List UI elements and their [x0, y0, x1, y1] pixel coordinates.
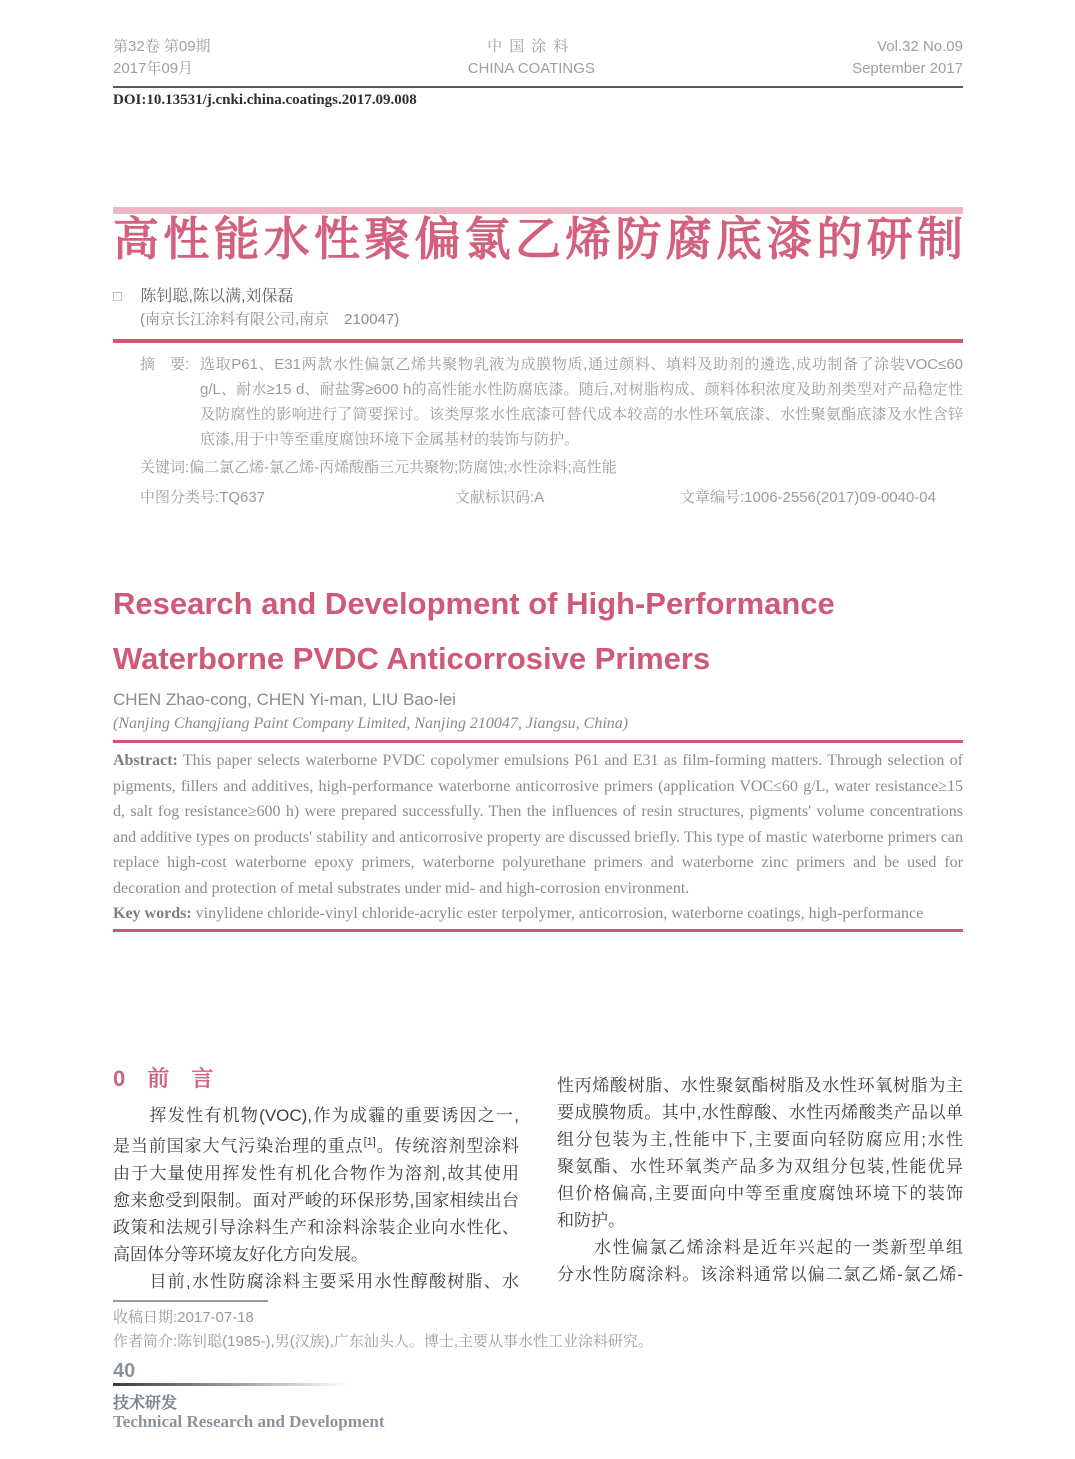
abstract-text-cn: 选取P61、E31两款水性偏氯乙烯共聚物乳液为成膜物质,通过颜料、填料及助剂的遴选,成功制备了涂装VOC≤60 g/L、耐水≥15 d、耐盐雾≥600 h的高性能水性防腐底漆。随后,对树脂构成、颜料体积浓度及助剂类型对产品稳定性及防腐性的影响进行了简要探讨。该类厚浆水性底漆可替代成本较高的水性环氧底漆、水性聚氨酯底漆及水性含锌底漆,用于中等至重度腐蚀环境下金属基材的装饰与防护。 — [200, 356, 963, 448]
intro-right-column — [557, 1072, 963, 1295]
document-code: 文献标识码:A — [455, 489, 545, 506]
intro-line: 性丙烯酸树脂、水性聚氨酯树脂及水性环氧树脂为主 — [557, 1076, 963, 1095]
footer-section-en: Technical Research and Development — [113, 1412, 385, 1431]
intro-line: 聚氨酯、水性环氧类产品多为双组分包装,性能优异 — [557, 1157, 963, 1176]
keywords-text-en: vinylidene chloride-vinyl chloride-acrylic ester terpolymer, anticorrosion, waterborne coatings, high-performance — [195, 905, 924, 922]
article-title-en-line2: Waterborne PVDC Anticorrosive Primers — [113, 641, 711, 676]
section-heading-intro: 0 前 言 — [113, 1066, 214, 1091]
citation-ref: [1] — [363, 1136, 376, 1148]
affiliation-cn: (南京长江涂料有限公司,南京 210047) — [140, 311, 400, 328]
intro-line: 由于大量使用挥发性有机化合物作为溶剂,故其使用 — [113, 1163, 519, 1183]
header-left — [113, 36, 211, 82]
intro-line: 要成膜物质。其中,水性醇酸、水性丙烯酸类产品以单 — [557, 1103, 963, 1122]
article-title-en — [113, 576, 963, 686]
doi-line: DOI:10.13531/j.cnki.china.coatings.2017.09.008 — [113, 92, 417, 108]
intro-line: 目前,水性防腐涂料主要采用水性醇酸树脂、水 — [113, 1271, 519, 1291]
intro-line: 组分包装为主,性能中下,主要面向轻防腐应用;水性 — [557, 1130, 963, 1149]
intro-left-column — [113, 1072, 519, 1295]
intro-line: 挥发性有机物(VOC),作为成霾的重要诱因之一, — [113, 1106, 519, 1125]
abstract-cn — [113, 352, 963, 452]
received-date: 收稿日期:2017-07-18 — [113, 1309, 254, 1326]
intro-line: 高固体分等环境友好化方向发展。 — [113, 1244, 368, 1264]
header-right — [852, 36, 963, 82]
volume-issue-cn: 第32卷 第09期 — [113, 38, 211, 55]
keywords-en — [113, 901, 963, 927]
intro-line-text: 。传统溶剂型涂料 — [375, 1136, 519, 1156]
divider-rule-abstract-top — [113, 740, 963, 743]
intro-line: 政策和法规引导涂料生产和涂料涂装企业向水性化、 — [113, 1217, 519, 1237]
author-square-icon: □ — [113, 288, 123, 305]
journal-header — [113, 36, 963, 88]
affiliation-en: (Nanjing Changjiang Paint Company Limited, Nanjing 210047, Jiangsu, China) — [113, 715, 629, 732]
intro-line: 但价格偏高,主要面向中等至重度腐蚀环境下的装饰 — [557, 1184, 963, 1203]
author-names-cn: 陈钊聪,陈以满,刘保磊 — [140, 288, 294, 305]
intro-line-text: 是当前国家大气污染治理的重点 — [113, 1136, 364, 1156]
intro-line: 分水性防腐涂料。该涂料通常以偏二氯乙烯-氯乙烯- — [557, 1265, 963, 1284]
journal-name-cn: 中国涂料 — [487, 38, 576, 55]
footer-section-cn: 技术研发 — [113, 1395, 178, 1412]
article-title-en-line1: Research and Development of High-Performance — [113, 586, 835, 621]
footnote-divider — [113, 1300, 268, 1302]
article-id: 文章编号:1006-2556(2017)09-0040-04 — [680, 489, 936, 506]
intro-line: 和防护。 — [557, 1211, 625, 1230]
page-number: 40 — [113, 1360, 136, 1382]
keywords-text-cn: 偏二氯乙烯-氯乙烯-丙烯酸酯三元共聚物;防腐蚀;水性涂料;高性能 — [189, 459, 617, 476]
abstract-text-en: This paper selects waterborne PVDC copolymer emulsions P61 and E31 as film-forming matters. Through selection of pigments, fillers and additives, high-performance waterborne anticorrosive primers (application VOC≤60 g/L, water resistance≥15 d, salt fog resistance≥600 h) were prepared successfully. Then the influences of resin structures, pigments' volume concentrations and additive types on products' stability and anticorrosive property are discussed briefly. This type of mastic waterborne primers can replace high-cost waterborne epoxy primers, waterborne polyurethane primers and waterborne zinc primers and be used for decoration and protection of metal substrates under mid- and high-corrosion environment. — [113, 752, 963, 897]
abstract-label-en: Abstract: — [113, 752, 178, 769]
intro-columns — [113, 1072, 963, 1295]
author-bio: 作者简介:陈钊聪(1985-),男(汉族),广东汕头人。博士,主要从事水性工业涂料研究。 — [113, 1333, 654, 1350]
authors-cn — [113, 283, 963, 306]
footer-gradient-line — [113, 1383, 348, 1386]
abstract-paragraph-en — [113, 748, 963, 901]
issue-date-cn: 2017年09月 — [113, 60, 194, 77]
keywords-label-en: Key words: — [113, 905, 192, 922]
abstract-label-cn: 摘 要: — [140, 356, 190, 373]
divider-rule-abstract-bottom — [113, 929, 963, 932]
classification-row — [113, 486, 963, 506]
clc-number: 中图分类号:TQ637 — [140, 489, 266, 506]
volume-issue-en: Vol.32 No.09 — [877, 38, 963, 55]
journal-name-en: CHINA COATINGS — [467, 60, 595, 77]
abstract-en — [113, 748, 963, 927]
intro-line — [113, 1129, 519, 1160]
intro-line: 愈来愈受到限制。面对严峻的环保形势,国家相续出台 — [113, 1190, 519, 1210]
divider-rule-top — [113, 339, 963, 343]
keywords-cn — [113, 456, 963, 477]
keywords-label-cn: 关键词: — [140, 459, 190, 476]
intro-line: 水性偏氯乙烯涂料是近年兴起的一类新型单组 — [557, 1238, 963, 1257]
article-title-cn: 高性能水性聚偏氯乙烯防腐底漆的研制 — [113, 213, 963, 265]
header-center — [468, 36, 595, 82]
issue-date-en: September 2017 — [852, 60, 963, 77]
authors-en: CHEN Zhao-cong, CHEN Yi-man, LIU Bao-lei — [113, 690, 456, 709]
